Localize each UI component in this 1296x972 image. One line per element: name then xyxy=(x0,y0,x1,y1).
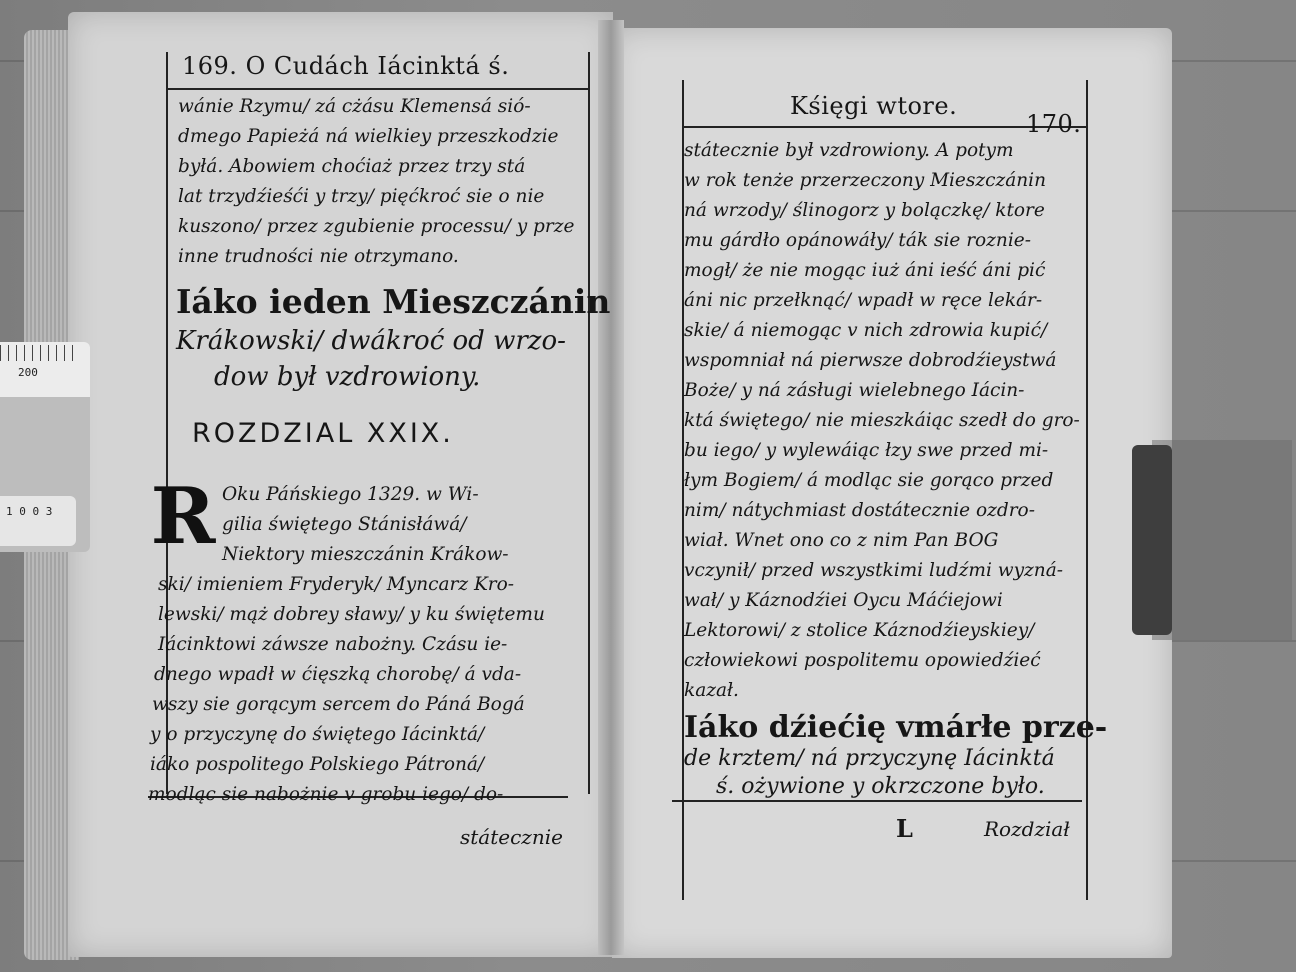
text-line: mu gárdło opánowáły/ ták sie roznie- xyxy=(684,230,1031,251)
title-line: Iáko dźiećię vmárłe prze- xyxy=(684,710,1108,745)
text-line: y o przyczynę do świętego Iácinktá/ xyxy=(150,724,485,745)
text-line: lat trzydźieśći y trzy/ pięćkroć sie o nie xyxy=(178,186,545,207)
right-catchword: Rozdział xyxy=(984,817,1070,841)
text-line: vczynił/ przed wszystkimi ludźmi wyzná- xyxy=(684,560,1063,581)
signature-mark: L xyxy=(896,814,914,843)
title-line: Krákowski/ dwákroć od wrzo- xyxy=(176,326,566,356)
right-page-number: 170. xyxy=(1026,110,1082,138)
text-line: modląc sie nabożnie v grobu iego/ do- xyxy=(148,784,504,805)
left-page-header: 169. O Cudách Iácinktá ś. xyxy=(182,52,510,80)
text-line: Lektorowi/ z stolice Káznodźieyskiey/ xyxy=(684,620,1035,641)
text-line: wiał. Wnet ono co z nim Pan BOG xyxy=(684,530,999,551)
title-line: ś. ożywione y okrzczone było. xyxy=(716,774,1045,799)
ruler-label-top: 200 xyxy=(18,366,38,379)
text-line: inne trudności nie otrzymano. xyxy=(178,246,459,267)
text-line: dnego wpadł w ćięszką chorobę/ á vda- xyxy=(154,664,522,685)
text-line: byłá. Abowiem choćiaż przez trzy stá xyxy=(178,156,526,177)
text-line: łym Bogiem/ á modląc sie gorąco przed xyxy=(684,470,1054,491)
text-line: kuszono/ przez zgubienie processu/ y prze xyxy=(178,216,575,237)
drop-cap: R xyxy=(150,471,216,562)
text-line: ná wrzody/ ślinogorz y bolączkę/ ktore xyxy=(684,200,1045,221)
clasp-shadow xyxy=(1152,440,1292,640)
title-line: dow był vzdrowiony. xyxy=(214,362,481,392)
text-line: gilia świętego Stánisłáwá/ xyxy=(222,514,467,535)
ruler-label-bottom: 1 0 0 3 xyxy=(6,505,53,518)
left-header-rule xyxy=(166,88,588,90)
book-clasp xyxy=(1132,445,1172,635)
text-line: wspomniał ná pierwsze dobrodźieystwá xyxy=(684,350,1057,371)
text-line: mogł/ że nie mogąc iuż áni ieść áni pić xyxy=(684,260,1046,281)
text-line: wánie Rzymu/ zá cżásu Klemensá sió- xyxy=(178,96,531,117)
title-line: de krztem/ ná przyczynę Iácinktá xyxy=(684,746,1055,771)
text-line: wał/ y Káznodźiei Oycu Máćiejowi xyxy=(684,590,1003,611)
text-line: áni nic przełknąć/ wpadł w ręce lekár- xyxy=(684,290,1043,311)
text-line: wszy sie gorącym sercem do Páná Bogá xyxy=(152,694,525,715)
left-catchword: státecznie xyxy=(460,825,563,849)
title-line: Iáko ieden Mieszczánin xyxy=(176,282,611,321)
ruler-bar xyxy=(0,496,76,546)
text-line: ski/ imieniem Fryderyk/ Myncarz Kro- xyxy=(158,574,515,595)
text-line: Oku Páńskiego 1329. w Wi- xyxy=(222,484,479,505)
text-line: kazał. xyxy=(684,680,739,701)
chapter-heading: ROZDZIAL XXIX. xyxy=(192,418,454,449)
text-line: státecznie był vzdrowiony. A potym xyxy=(684,140,1014,161)
book-gutter xyxy=(598,20,624,955)
text-line: iáko pospolitego Polskiego Pátroná/ xyxy=(150,754,485,775)
text-line: nim/ nátychmiast dostátecznie ozdro- xyxy=(684,500,1035,521)
text-line: skie/ á niemogąc v nich zdrowia kupić/ xyxy=(684,320,1048,341)
text-line: lewski/ mąż dobrey sławy/ y ku świętemu xyxy=(158,604,545,625)
text-line: dmego Papieżá ná wielkiey przeszkodzie xyxy=(178,126,559,147)
ruler-ticks xyxy=(0,345,80,361)
text-line: człowiekowi pospolitemu opowiedźieć xyxy=(684,650,1041,671)
text-line: ktá świętego/ nie mieszkáiąc szedł do gro- xyxy=(684,410,1080,431)
text-line: Iácinktowi záwsze nabożny. Czásu ie- xyxy=(158,634,508,655)
text-line: Boże/ y ná zásługi wielebnego Iácin- xyxy=(684,380,1025,401)
text-line: w rok tenże przerzeczony Mieszczánin xyxy=(684,170,1047,191)
right-page-header: Kśięgi wtore. xyxy=(790,92,958,120)
text-line: bu iego/ y wylewáiąc łzy swe przed mi- xyxy=(684,440,1049,461)
text-line: Niektory mieszczánin Krákow- xyxy=(222,544,509,565)
